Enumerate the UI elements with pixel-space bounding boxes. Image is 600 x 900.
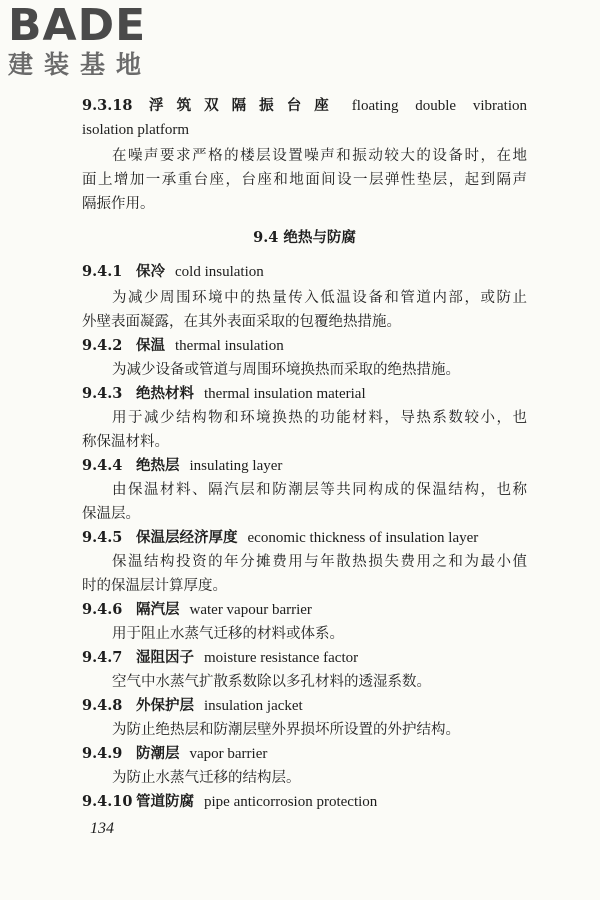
definition-line: 时的保温层计算厚度。 bbox=[82, 578, 227, 594]
term-chinese: 湿阻因子 bbox=[136, 649, 194, 666]
term-9-4-10 bbox=[82, 792, 527, 812]
definition-line: 空气中水蒸气扩散系数除以多孔材料的透湿系数。 bbox=[112, 674, 431, 690]
definition-line: 保温层。 bbox=[82, 506, 140, 522]
definition-line: 外壁表面凝露，在其外表面采取的包覆绝热措施。 bbox=[82, 314, 401, 330]
definition-line: 为减少周围环境中的热量传入低温设备和管道内部，或防止 bbox=[112, 290, 527, 306]
term-9-4-1 bbox=[82, 262, 527, 282]
term-number: 9.4.10 bbox=[82, 793, 133, 810]
definition-line: 用于阻止水蒸气迁移的材料或体系。 bbox=[112, 626, 344, 642]
term-english: thermal insulation material bbox=[204, 386, 366, 402]
term-9-4-3 bbox=[82, 384, 527, 404]
term-chinese: 浮筑双隔振台座 bbox=[136, 97, 342, 114]
term-number: 9.4.6 bbox=[82, 601, 123, 618]
definition-line: 面上增加一承重台座，台座和地面间设一层弹性垫层，起到隔声 bbox=[82, 172, 527, 188]
term-chinese: 保冷 bbox=[136, 263, 165, 280]
term-number: 9.4.9 bbox=[82, 745, 123, 762]
term-english: cold insulation bbox=[175, 264, 264, 280]
term-chinese: 管道防腐 bbox=[136, 793, 194, 810]
section-heading: 9.4 绝热与防腐 bbox=[253, 229, 356, 246]
term-9-4-7 bbox=[82, 648, 527, 668]
term-english: moisture resistance factor bbox=[204, 650, 359, 666]
term-chinese: 隔汽层 bbox=[136, 601, 180, 618]
term-english: insulating layer bbox=[189, 458, 283, 474]
term-chinese: 保温层经济厚度 bbox=[136, 529, 238, 546]
term-chinese: 绝热材料 bbox=[136, 385, 194, 402]
term-number: 9.4.2 bbox=[82, 337, 123, 354]
definition-line: 隔振作用。 bbox=[82, 196, 155, 212]
term-english: vapor barrier bbox=[189, 746, 268, 762]
term-english-continued bbox=[82, 120, 527, 140]
bade-logo bbox=[8, 0, 183, 80]
term-chinese: 绝热层 bbox=[136, 457, 180, 474]
term-9-3-18 bbox=[82, 96, 527, 116]
term-english: pipe anticorrosion protection bbox=[204, 794, 378, 810]
page-number: 134 bbox=[90, 820, 114, 837]
term-chinese: 保温 bbox=[136, 337, 165, 354]
term-english: water vapour barrier bbox=[189, 602, 312, 618]
term-number: 9.4.3 bbox=[82, 385, 123, 402]
term-chinese: 防潮层 bbox=[136, 745, 180, 762]
term-number: 9.4.8 bbox=[82, 697, 123, 714]
definition-line: 保温结构投资的年分摊费用与年散热损失费用之和为最小值 bbox=[112, 554, 527, 570]
definition-line: 为减少设备或管道与周围环境换热而采取的绝热措施。 bbox=[112, 362, 460, 378]
definition-line: 称保温材料。 bbox=[82, 434, 169, 450]
term-9-4-5 bbox=[82, 528, 527, 548]
logo-wordmark: BADE bbox=[8, 0, 147, 51]
term-english: floating double vibration bbox=[351, 98, 528, 114]
term-english: insulation jacket bbox=[204, 698, 303, 714]
term-number: 9.4.7 bbox=[82, 649, 123, 666]
definition-line: 为防止绝热层和防潮层壁外界损坏所设置的外护结构。 bbox=[112, 722, 460, 738]
definition-line: 由保温材料、隔汽层和防潮层等共同构成的保温结构，也称 bbox=[112, 482, 527, 498]
definition-line: 为防止水蒸气迁移的结构层。 bbox=[112, 770, 301, 786]
term-9-4-4 bbox=[82, 456, 527, 476]
term-english: isolation platform bbox=[82, 122, 190, 138]
term-9-4-9 bbox=[82, 744, 527, 764]
term-9-4-6 bbox=[82, 600, 527, 620]
term-english: economic thickness of insulation layer bbox=[247, 530, 479, 546]
logo-subtitle: 建装基地 bbox=[8, 50, 153, 79]
definition-line: 用于减少结构物和环境换热的功能材料，导热系数较小，也 bbox=[112, 410, 527, 426]
term-chinese: 外保护层 bbox=[136, 697, 194, 714]
term-english: thermal insulation bbox=[175, 338, 284, 354]
term-9-4-2 bbox=[82, 336, 527, 356]
term-9-4-8 bbox=[82, 696, 527, 716]
term-number: 9.3.18 bbox=[82, 97, 133, 114]
term-number: 9.4.4 bbox=[82, 457, 123, 474]
term-number: 9.4.1 bbox=[82, 263, 123, 280]
term-number: 9.4.5 bbox=[82, 529, 123, 546]
definition-line: 在噪声要求严格的楼层设置噪声和振动较大的设备时，在地 bbox=[112, 148, 527, 164]
